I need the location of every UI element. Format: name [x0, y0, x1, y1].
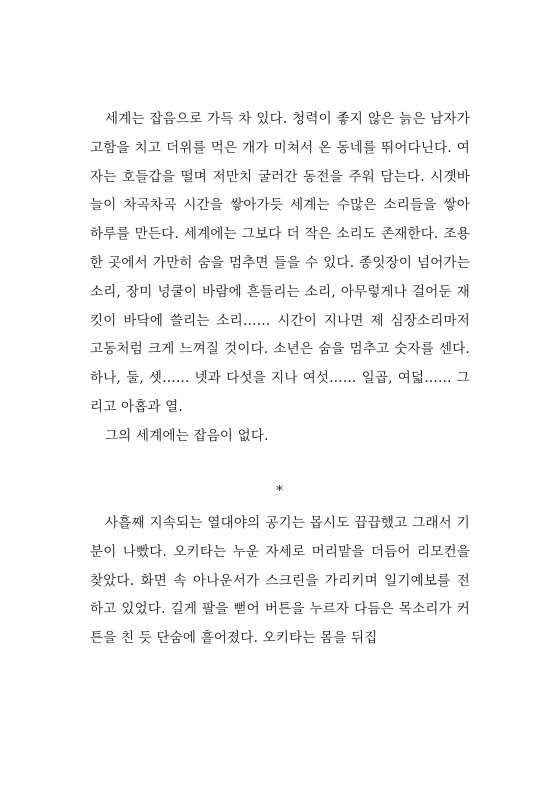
paragraph-no-noise: 그의 세계에는 잡음이 없다.: [105, 427, 269, 444]
section-separator: *: [276, 484, 283, 499]
section-2: [90, 509, 470, 653]
section-1: [90, 105, 470, 451]
paragraph-noise-world: 세계는 잡음으로 가득 차 있다. 청력이 좋지 않은 늙은 남자가 고함을 치고 더위를 먹은 개가 미쳐서 온 동네를 뛰어다닌다. 여자는 호들갑을 떨며 저만치 굴러간 동전을 주워 담는다. 시곗바늘이 차곡차곡 시간을 쌓아가듯 세계는 수많은 소리들을 쌓아 하루를 만든다. 세계에는 그보다 더 작은 소리도 존재한다. 조용한 곳에서 가만히 숨을 멈추면 들을 수 있다. 종잇장이 넘어가는 소리, 장미 넝쿨이 바람에 흔들리는 소리, 아무렇게나 걸어둔 재킷이 바닥에 쓸리는 소리…… 시간이 지나면 제 심장소리마저 고동처럼 크게 느껴질 것이다. 소년은 숨을 멈추고 숫자를 센다. 하나, 둘, 셋…… 넷과 다섯을 지나 여섯…… 일곱, 여덟…… 그리고 아홉과 열.: [90, 111, 470, 415]
paragraph-tropical-night: 사흘째 지속되는 열대야의 공기는 몹시도 끕끕했고 그래서 기분이 나빴다. 오키타는 누운 자세로 머리맡을 더듬어 리모컨을 찾았다. 화면 속 아나운서가 스크린을 가리키며 일기예보를 전하고 있었다. 길게 팔을 뻗어 버튼을 누르자 다듬은 목소리가 커튼을 친 듯 단숨에 흩어졌다. 오키타는 몸을 뒤집: [90, 515, 470, 647]
